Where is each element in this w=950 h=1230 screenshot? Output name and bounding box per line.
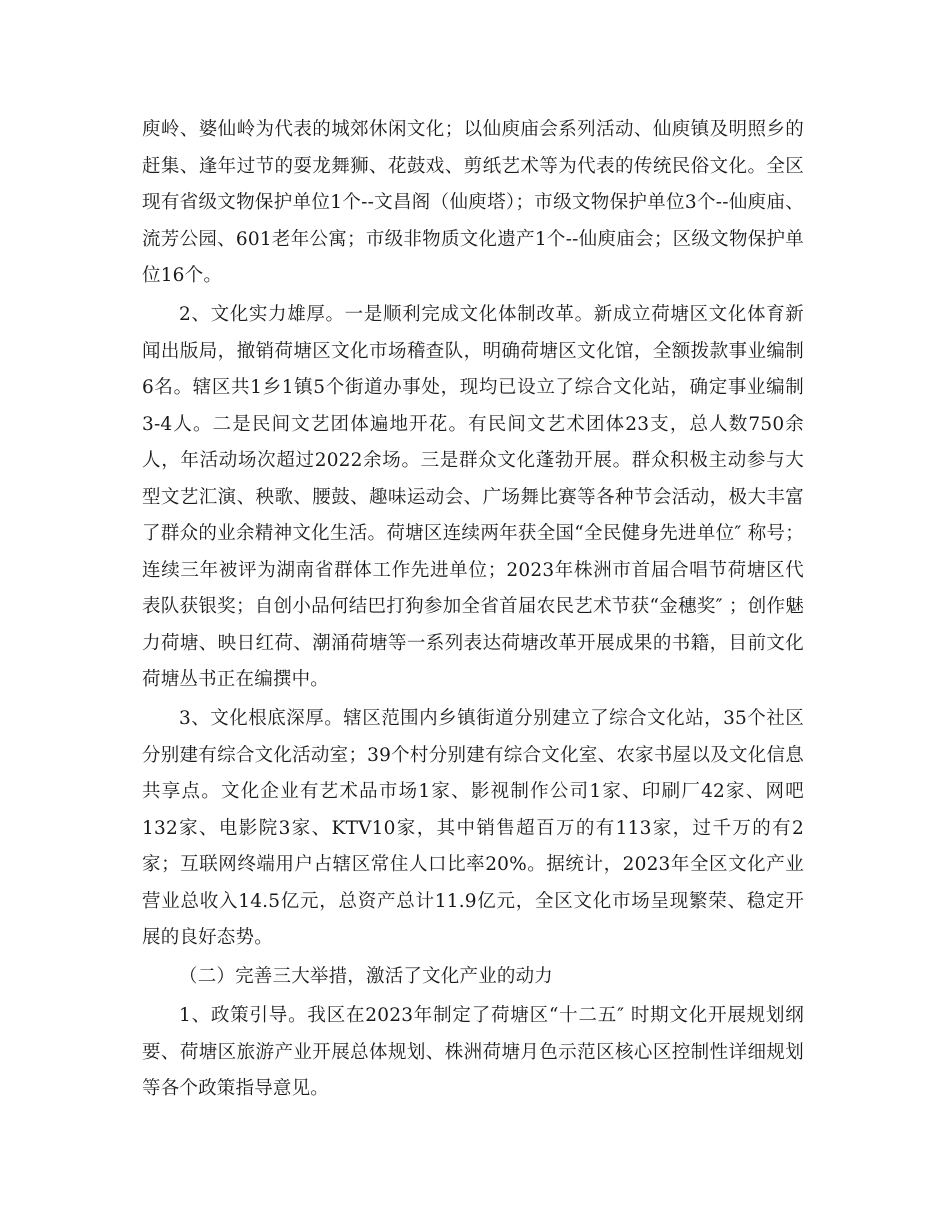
paragraph-heritage-continued: 庾岭、婆仙岭为代表的城郊休闲文化；以仙庾庙会系列活动、仙庾镇及明照乡的赶集、逢年过节的耍龙舞狮、花鼓戏、剪纸艺术等为代表的传统民俗文化。全区现有省级文物保护单位1个--文昌阁（仙庾塔）；市级文物保护单位3个--仙庾庙、流芳公园、601老年公寓；市级非物质文化遗产1个--仙庾庙会；区级文物保护单位16个。 <box>142 119 804 286</box>
paragraph-cultural-strength: 2、文化实力雄厚。一是顺利完成文化体制改革。新成立荷塘区文化体育新闻出版局，撤销荷塘区文化市场稽查队，明确荷塘区文化馆，全额拨款事业编制6名。辖区共1乡1镇5个街道办事处，现均已设立了综合文化站，确定事业编制3-4人。二是民间文艺团体遍地开花。有民间文艺术团体23支，总人数750余人，年活动场次超过2022余场。三是群众文化蓬勃开展。群众积极主动参与大型文艺汇演、秧歌、腰鼓、趣味运动会、广场舞比赛等各种节会活动，极大丰富了群众的业余精神文化生活。荷塘区连续两年获全国“全民健身先进单位″ 称号；连续三年被评为湖南省群体工作先进单位；2023年株洲市首届合唱节荷塘区代表队获银奖；自创小品何结巴打狗参加全省首届农民艺术节获“金穗奖″ ；创作魅力荷塘、映日红荷、潮涌荷塘等一系列表达荷塘改革开展成果的书籍，目前文化荷塘丛书正在编撰中。 <box>142 304 804 690</box>
paragraph-policy-guidance: 1、政策引导。我区在2023年制定了荷塘区“十二五″ 时期文化开展规划纲要、荷塘区旅游产业开展总体规划、株洲荷塘月色示范区核心区控制性详细规划等各个政策指导意见。 <box>142 1005 804 1099</box>
document-body <box>142 112 804 1110</box>
section-heading-three-measures: （二）完善三大举措，激活了文化产业的动力 <box>179 966 554 987</box>
paragraph-cultural-foundation: 3、文化根底深厚。辖区范围内乡镇街道分别建立了综合文化站，35个社区分别建有综合文化活动室；39个村分别建有综合文化室、农家书屋以及文化信息共享点。文化企业有艺术品市场1家、影视制作公司1家、印刷厂42家、网吧132家、电影院3家、KTV10家，其中销售超百万的有113家，过千万的有2家；互联网终端用户占辖区常住人口比率20%。据统计，2023年全区文化产业营业总收入14.5亿元，总资产总计11.9亿元，全区文化市场呈现繁荣、稳定开展的良好态势。 <box>142 708 804 948</box>
